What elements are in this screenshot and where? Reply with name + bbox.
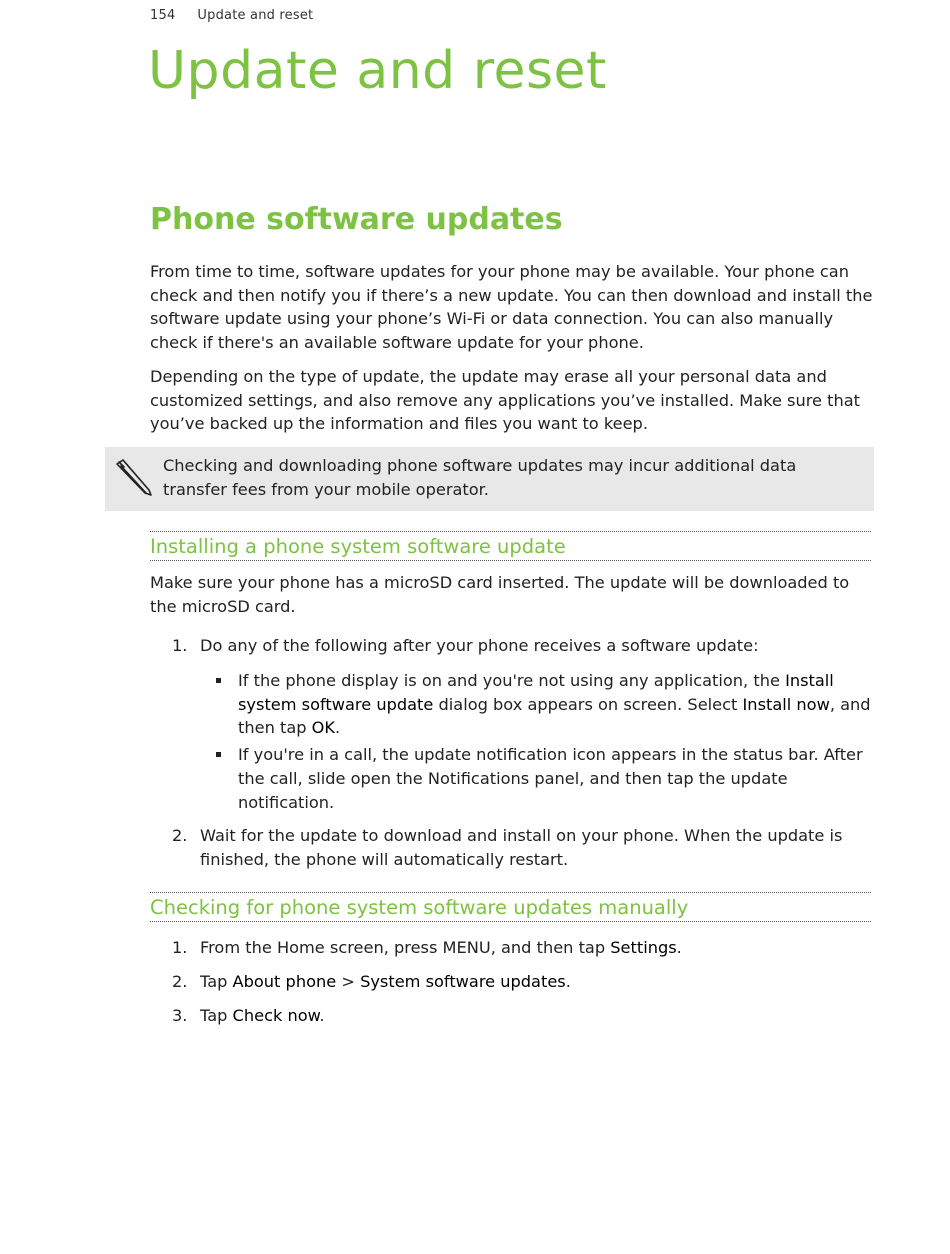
step-number: 1. xyxy=(172,636,188,655)
warning-paragraph: Depending on the type of update, the update may erase all your personal data and customized settings, and also remove any applications you’ve installed. Make sure that you’ve backed up the information and files you want to keep. xyxy=(150,367,861,434)
step-number: 1. xyxy=(172,938,188,957)
installing-intro: Make sure your phone has a microSD card inserted. The update will be downloaded to the microSD card. xyxy=(150,573,850,616)
subheading-installing: Installing a phone system software update xyxy=(150,531,871,561)
bullet-text-part: . xyxy=(335,718,341,738)
step-number: 2. xyxy=(172,972,188,991)
bullet-square xyxy=(216,752,221,757)
list-item xyxy=(150,824,874,871)
step-text-part: > xyxy=(336,972,361,991)
step-text: Wait for the update to download and install on your phone. When the update is finished, the phone will automatically restart. xyxy=(200,826,843,869)
list-item xyxy=(150,634,874,658)
ui-term: Install now xyxy=(742,694,830,714)
pencil-icon xyxy=(113,457,153,497)
bullet-text: If you're in a call, the update notification icon appears in the status bar. After the call, slide open the Notifications panel, and then tap the update notification. xyxy=(238,745,863,812)
bullet-square xyxy=(216,678,221,683)
section-title: Phone software updates xyxy=(150,202,563,237)
note-box xyxy=(105,447,874,511)
ui-term: About phone xyxy=(232,972,337,991)
installing-options xyxy=(200,669,874,814)
list-item xyxy=(200,743,874,814)
list-item xyxy=(150,970,874,994)
chapter-title: Update and reset xyxy=(148,41,607,101)
step-number: 3. xyxy=(172,1006,188,1025)
note-text: Checking and downloading phone software updates may incur additional data transfer fees from your mobile operator. xyxy=(163,456,797,499)
list-item xyxy=(150,1004,874,1028)
step-text: Do any of the following after your phone receives a software update: xyxy=(200,636,759,655)
bullet-text-part: dialog box appears on screen. Select xyxy=(433,694,743,714)
running-header-section: Update and reset xyxy=(197,8,314,23)
checking-steps xyxy=(150,936,874,1028)
ui-term: OK xyxy=(311,718,336,738)
installing-steps xyxy=(150,634,874,658)
installing-steps-continued xyxy=(150,824,874,871)
list-item xyxy=(150,936,874,960)
bullet-text-part: If the phone display is on and you're not using any application, the xyxy=(238,671,786,690)
step-text-part: Tap xyxy=(200,972,233,991)
page-number: 154 xyxy=(150,8,176,23)
step-text-part: . xyxy=(319,1006,325,1025)
step-text-part: . xyxy=(676,938,682,957)
ui-term: Install system software update xyxy=(238,671,834,714)
running-header xyxy=(150,8,313,23)
step-text-part: From the Home screen, press MENU, and then tap xyxy=(200,938,611,957)
ui-term: System software updates xyxy=(360,972,566,991)
subheading-checking: Checking for phone system software updates manually xyxy=(150,892,871,922)
bullet-text-part: , and then tap xyxy=(238,694,871,738)
step-text-part: Tap xyxy=(200,1006,233,1025)
ui-term: Settings xyxy=(610,938,677,957)
list-item xyxy=(200,669,874,740)
step-number: 2. xyxy=(172,826,188,845)
step-text-part: . xyxy=(565,972,571,991)
intro-paragraph: From time to time, software updates for your phone may be available. Your phone can check and then notify you if there’s a new update. You can then download and install the software update using your phone’s Wi-Fi or data connection. You can also manually check if there's an available software update for your phone. xyxy=(150,262,873,353)
ui-term: Check now xyxy=(232,1006,320,1025)
